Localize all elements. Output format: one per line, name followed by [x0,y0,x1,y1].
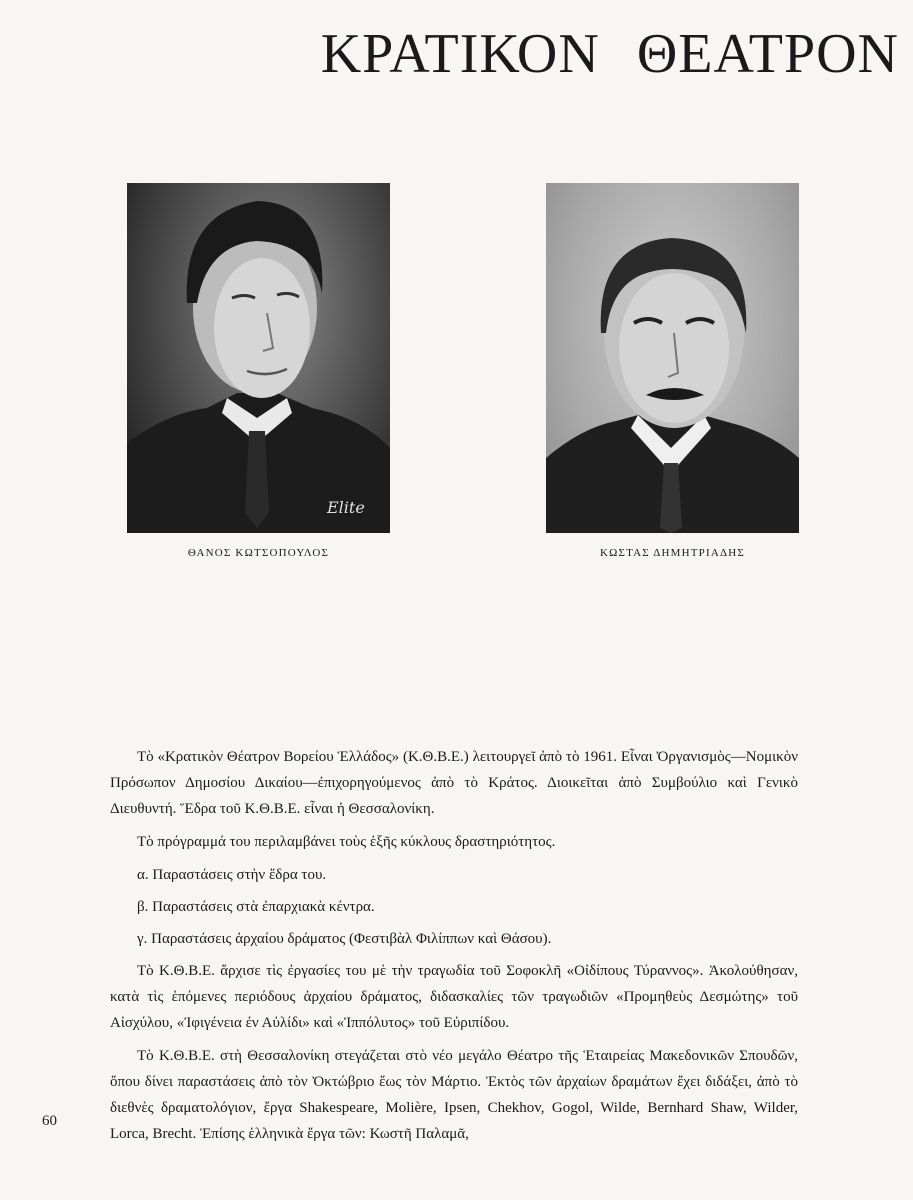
portrait-illustration-right [546,183,799,533]
photo-caption-left: ΘΑΝΟΣ ΚΩΤΣΟΠΟΥΛΟΣ [187,547,330,559]
page-number: 60 [42,1113,57,1129]
list-item: α. Παραστάσεις στὴν ἕδρα του. [137,867,327,883]
photo-caption-right: ΚΩΣΤΑΣ ΔΗΜΗΤΡΙΑΔΗΣ [599,547,746,559]
paragraph-intro: Τὸ «Κρατικὸν Θέατρον Βορείου Ἑλλάδος» (Κ.Θ.Β.Ε.) λειτουργεῖ ἀπὸ τὸ 1961. Εἶναι Ὀργανισμὸς—Νομικὸν Πρόσωπον Δημοσίου Δικαίου—ἐπιχορηγούμενος ἀπὸ τὸ Κράτος. Διοικεῖται ἀπὸ Συμβούλιο καὶ Γενικὸ Διευθυντή. Ἕδρα τοῦ Κ.Θ.Β.Ε. εἶναι ἡ Θεσσαλονίκη. [110,749,798,817]
photo-signature: Elite [327,498,365,517]
page-title: ΚΡΑΤΙΚΟΝ ΘΕΑΤΡΟΝ [320,23,899,85]
paragraph-venue: Τὸ Κ.Θ.Β.Ε. στὴ Θεσσαλονίκη στεγάζεται στὸ νέο μεγάλο Θέατρο τῆς Ἑταιρείας Μακεδονικῶν Σπουδῶν, ὅπου δίνει παραστάσεις ἀπὸ τὸν Ὀκτώβριο ἕως τὸν Μάρτιο. Ἐκτὸς τῶν ἀρχαίων δραμάτων ἔχει διδάξει, ἀπὸ τὸ διεθνὲς δραματολόγιον, ἔργα Shakespeare, Molière, Ipsen, Chekhov, Gogol, Wilde, Bernhard Shaw, Wilder, Lorca, Brecht. Ἐπίσης ἑλληνικὰ ἔργα τῶν: Κωστῆ Παλαμᾶ, [110,1048,798,1142]
list-item: γ. Παραστάσεις ἀρχαίου δράματος (Φεστιβὰλ Φιλίππων καὶ Θάσου). [137,931,552,947]
paragraph-program: Τὸ πρόγραμμά του περιλαμβάνει τοὺς ἑξῆς κύκλους δραστηριότητος. [137,834,556,850]
portrait-photo-left [127,183,390,533]
portrait-illustration-left [127,183,390,533]
paragraph-history: Τὸ Κ.Θ.Β.Ε. ἄρχισε τὶς ἐργασίες του μὲ τὴν τραγωδία τοῦ Σοφοκλῆ «Οἰδίπους Τύραννος». Ἀκολούθησαν, κατὰ τὶς ἑπόμενες περιόδους ἀρχαίου δράματος, διδασκαλίες τῶν τραγωδιῶν «Προμηθεὺς Δεσμώτης» τοῦ Αἰσχύλου, «Ἰφιγένεια ἐν Αὐλίδι» καὶ «Ἱππόλυτος» τοῦ Εὐριπίδου. [110,963,798,1031]
portrait-photo-right [546,183,799,533]
list-item: β. Παραστάσεις στὰ ἐπαρχιακὰ κέντρα. [137,899,375,915]
article-body [110,744,798,1154]
